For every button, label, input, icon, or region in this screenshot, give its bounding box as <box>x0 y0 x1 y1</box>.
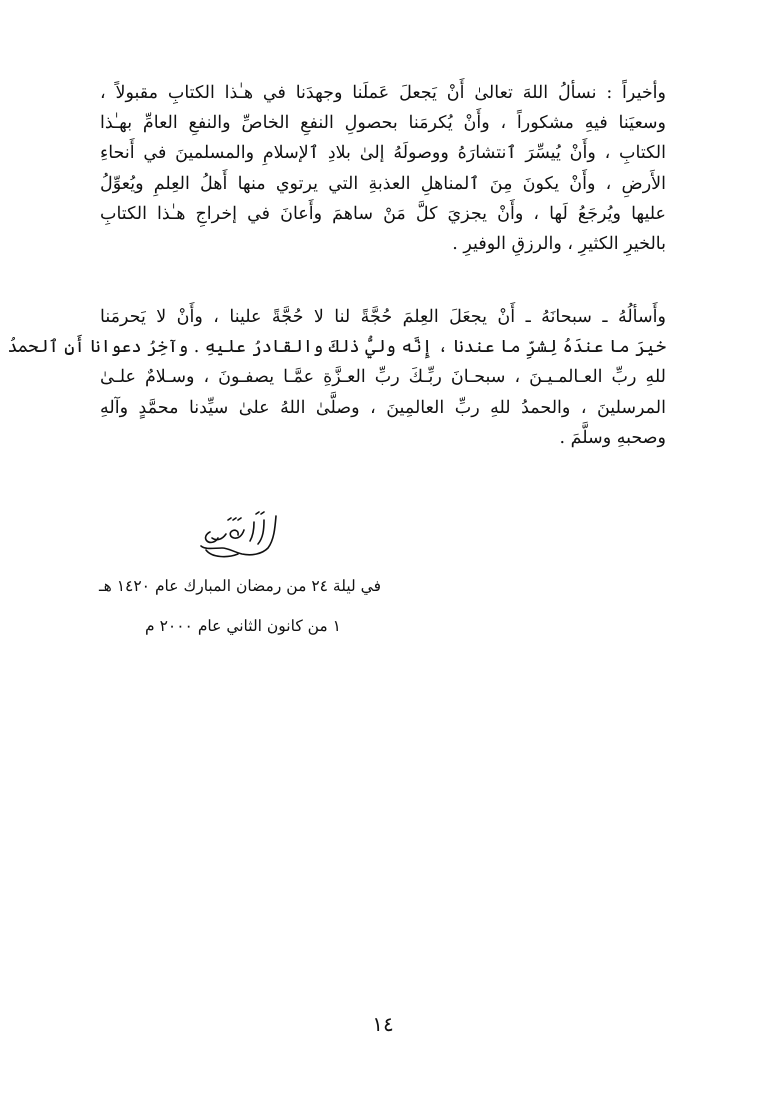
page-number: ١٤ <box>372 1012 394 1036</box>
paragraph-line: وأخيراً : نسألُ اللهَ تعالىٰ أَنْ يَجعلَ عَملَنا وجهدَنا في هـٰذا الكتابِ مقبولاً ، <box>100 83 666 103</box>
closing-paragraph-2 <box>7 302 666 453</box>
publisher-signature <box>198 508 282 560</box>
paragraph-line: وسعيَنا فيهِ مشكوراً ، وأَنْ يُكرمَنا بحصولِ النفعِ الخاصِّ والنفعِ العامِّ بهـٰذا <box>100 113 666 134</box>
date-gregorian: ١ من كانون الثاني عام ٢٠٠٠ م <box>145 617 341 635</box>
paragraph-line: الأَرضِ ، وأَنْ يكونَ مِنَ ٱلمناهلِ العذبةِ التي يرتوي منها أَهلُ العِلمِ ويُعوِّلُ <box>100 173 666 194</box>
date-hijri: في ليلة ٢٤ من رمضان المبارك عام ١٤٢٠ هـ <box>99 577 381 595</box>
paragraph-line: عليها ويُرجَعُ لَها ، وأَنْ يجزيَ كلَّ مَنْ ساهمَ وأَعانَ في إخراجِ هـٰذا الكتابِ <box>100 203 666 224</box>
closing-paragraph-1 <box>100 78 666 259</box>
paragraph-line: المرسلينَ ، والحمدُ للهِ ربِّ العالمِينَ ، وصلَّىٰ اللهُ علىٰ سيِّدنا محمَّدٍ وآلهِ <box>100 397 666 418</box>
paragraph-line: للهِ ربِّ العـالمـيـنَ ، سبحـانَ ربِّـكَ ربِّ العـزَّةِ عمَّـا يصفـونَ ، وسـلامٌ علـىٰ <box>100 367 666 388</box>
paragraph-line: الكتابِ ، وأَنْ يُيسِّرَ ٱنتشارَهُ ووصولَهُ إلىٰ بلادِ ٱلإسلامِ والمسلمينَ في أَنحاءِ <box>100 143 666 164</box>
paragraph-line: خيرَ ما عندَهُ لِشرِّ ما عندنا ، إِنَّه وليُّ ذلكَ والقادرُ عليهِ . وآخِرُ دعوانا أَنِ ٱلحمدُ <box>7 337 666 358</box>
paragraph-line: وصحبهِ وسلَّمَ . <box>559 427 666 448</box>
paragraph-line: وأَسألُهُ ـ سبحانَهُ ـ أَنْ يجعَلَ العِلمَ حُجَّةً لنا لا حُجَّةً علينا ، وأَنْ لا يَحرمَنا <box>100 307 666 327</box>
paragraph-line: بالخيرِ الكثيرِ ، والرزقِ الوفيرِ . <box>452 233 666 254</box>
